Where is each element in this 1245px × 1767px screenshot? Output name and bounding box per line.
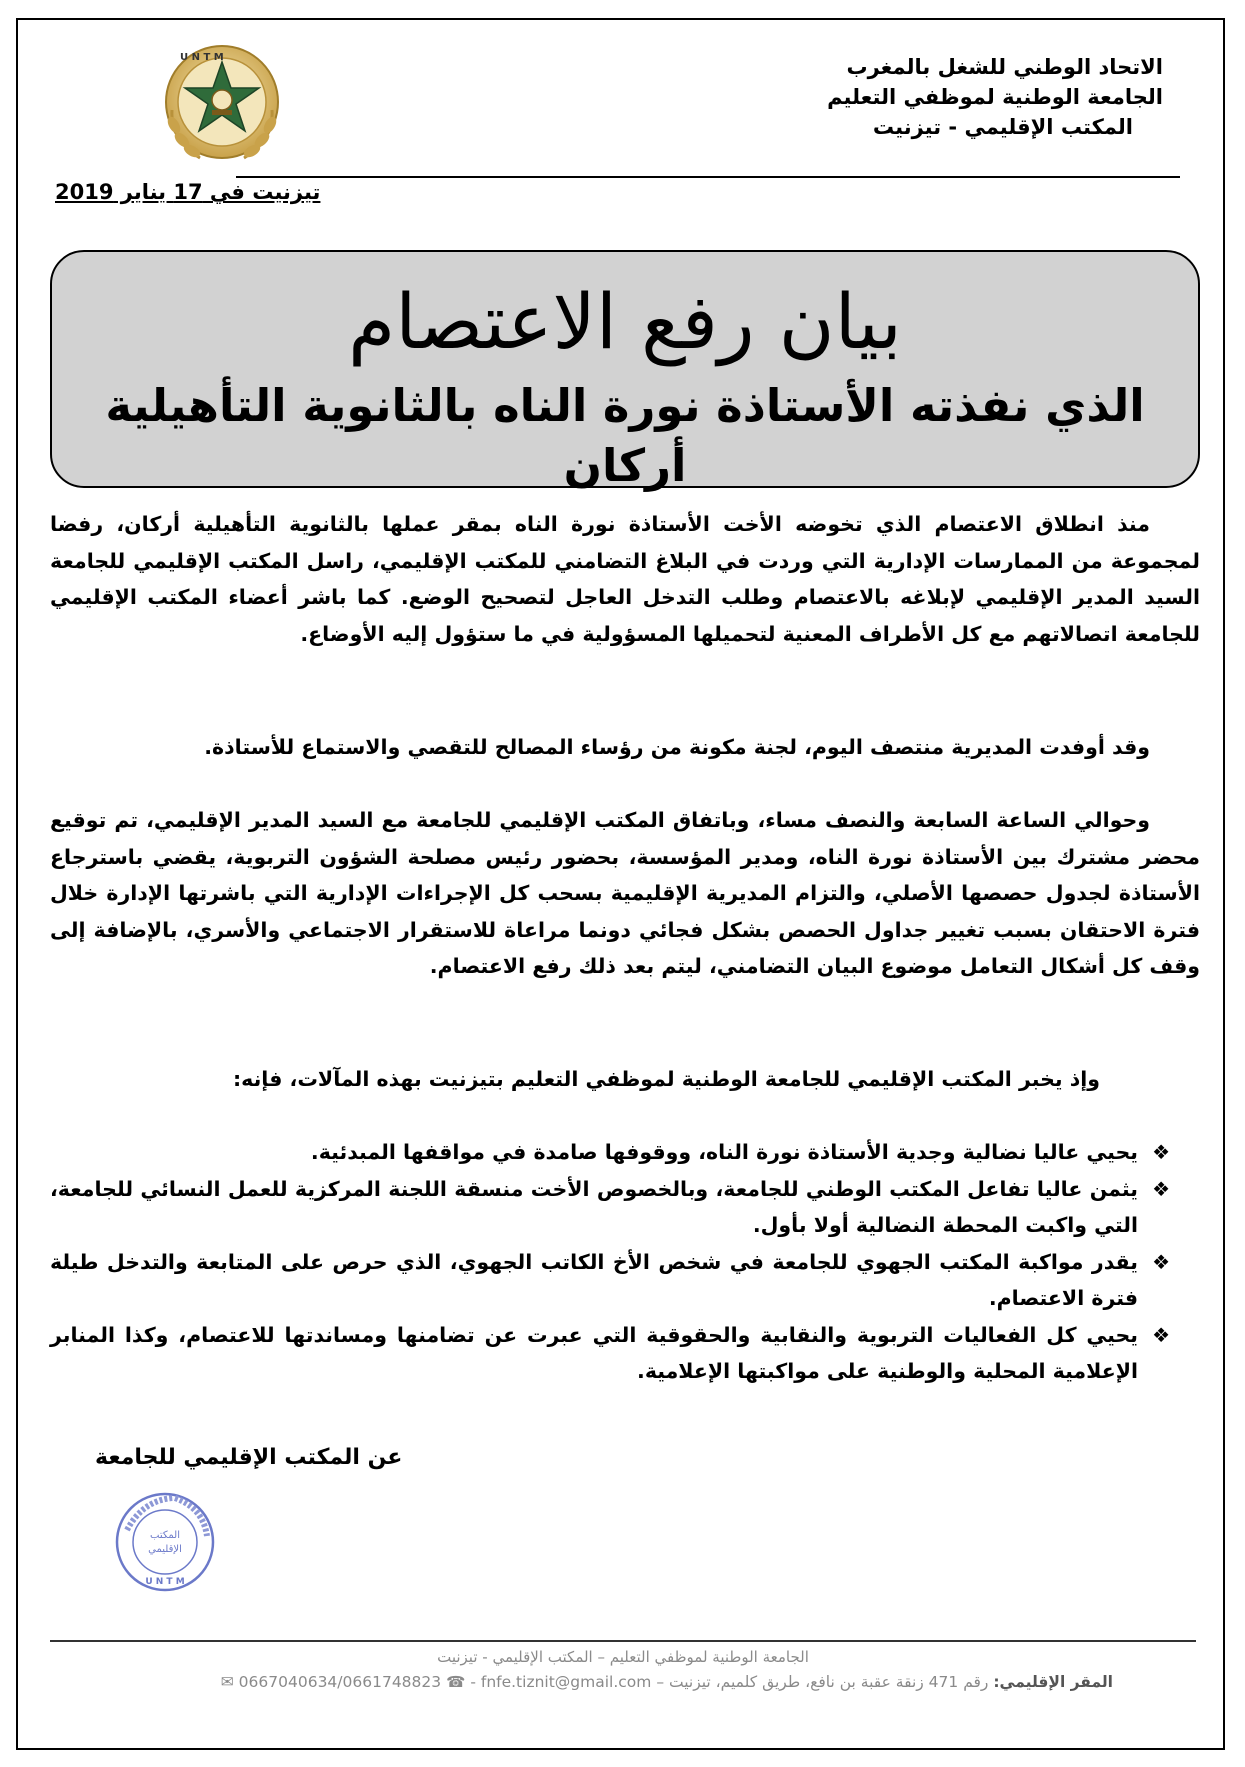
paragraph-2: وقد أوفدت المديرية منتصف اليوم، لجنة مكونة من رؤساء المصالح للتقصي والاستماع للأستاذة. [204,735,1150,759]
email-icon: ✉ [220,1673,234,1691]
list-item [50,1317,1170,1390]
document-subtitle: الذي نفذته الأستاذة نورة الناه بالثانوية التأهيلية أركان [105,379,1145,492]
list-item-text: يقدر مواكبة المكتب الجهوي للجامعة في شخص الأخ الكاتب الجهوي، الذي حرص على المتابعة والتدخل طيلة فترة الاعتصام. [50,1249,1138,1310]
org-line-union: الاتحاد الوطني للشغل بالمغرب [846,55,1163,79]
header-divider [236,176,1180,178]
office-stamp [113,1490,217,1594]
list-item-text: يثمن عاليا تفاعل المكتب الوطني للجامعة، وبالخصوص الأخت منسقة اللجنة المركزية للعمل النسائي للجامعة، التي واكبت المحطة النضالية أولا بأول. [50,1176,1138,1237]
list-item [50,1244,1170,1317]
document-title: بيان رفع الاعتصام [348,277,902,366]
paragraph-3: وحوالي الساعة السابعة والنصف مساء، وباتفاق المكتب الإقليمي للجامعة مع السيد المدير الإقليمي، تم توقيع محضر مشترك بين الأستاذة نورة الناه، ومدير المؤسسة، بحضور رئيس مصلحة الشؤون التربوية، يقضي باسترجاع الأستاذة لجدول حصصها الأصلي، والتزام المديرية الإقليمية بسحب كل الإجراءات الإدارية التي باشرتها الإدارة خلال فترة الاحتقان بسبب تغيير جداول الحصص بشكل فجائي دونما مراعاة للاستقرار الاجتماعي والأسري، بالإضافة إلى وقف كل أشكال التعامل موضوع البيان التضامني، ليتم بعد ذلك رفع الاعتصام. [50,808,1200,978]
logo-text: U N T M [180,52,224,63]
footer-address-label: المقر الإقليمي: [993,1673,1113,1691]
list-item-text: يحيي عاليا نضالية وجدية الأستاذة نورة الناه، ووقوفها صامدة في مواقفها المبدئية. [310,1140,1138,1164]
diamond-bullet-icon: ❖ [1152,1249,1170,1274]
stamp-text-2: الإقليمي [148,1544,182,1555]
bullet-list [50,1134,1170,1390]
paragraph-1: منذ انطلاق الاعتصام الذي تخوضه الأخت الأستاذة نورة الناه بمقر عملها بالثانوية التأهيلية أركان، رفضا لمجموعة من الممارسات الإدارية التي وردت في البلاغ التضامني للمكتب الإقليمي، راسل المكتب الإقليمي للجامعة السيد المدير الإقليمي لإبلاغه بالاعتصام وطلب التدخل العاجل لتصحيح الوضع. كما باشر أعضاء المكتب الإقليمي للجامعة اتصالاتهم مع كل الأطراف المعنية لتحميلها المسؤولية في ما ستؤول إليه الأوضاع. [50,512,1200,646]
stamp-text-1: المكتب [150,1530,180,1541]
phone-icon: ☎ [446,1673,466,1691]
organization-header [703,52,1163,142]
document-date: تيزنيت في 17 يناير 2019 [55,180,321,204]
list-item-text: يحيي كل الفعاليات التربوية والنقابية والحقوقية التي عبرت عن تضامنها ومساندتها للاعتصام، وكذا المنابر الإعلامية المحلية والوطنية على مواكبتها الإعلامية. [50,1322,1138,1383]
paragraph-4: وإذ يخبر المكتب الإقليمي للجامعة الوطنية لموظفي التعليم بتيزنيت بهذه المآلات، فإنه: [232,1067,1100,1091]
footer-email[interactable]: fnfe.tiznit@gmail.com [480,1673,652,1691]
footer-phone: 0667040634/0661748823 [238,1673,442,1691]
title-box [50,250,1200,492]
org-line-office: المكتب الإقليمي - تيزنيت [872,115,1133,139]
footer-contact-line [221,1673,1113,1691]
footer-org-line: الجامعة الوطنية لموظفي التعليم – المكتب الإقليمي - تيزنيت [437,1648,809,1666]
diamond-bullet-icon: ❖ [1152,1140,1170,1164]
diamond-bullet-icon: ❖ [1152,1176,1170,1201]
union-logo [150,40,300,172]
footer-divider [50,1640,1196,1642]
list-item [50,1171,1170,1244]
diamond-bullet-icon: ❖ [1152,1322,1170,1347]
footer-address: رقم 471 زنقة عقبة بن نافع، طريق كلميم، تيزنيت – [656,1673,989,1691]
signature-line: عن المكتب الإقليمي للجامعة [95,1445,403,1470]
org-line-federation: الجامعة الوطنية لموظفي التعليم [827,85,1163,109]
stamp-text-3: U N T M [145,1577,185,1587]
list-item [50,1134,1170,1171]
footer-separator: - [470,1673,476,1691]
